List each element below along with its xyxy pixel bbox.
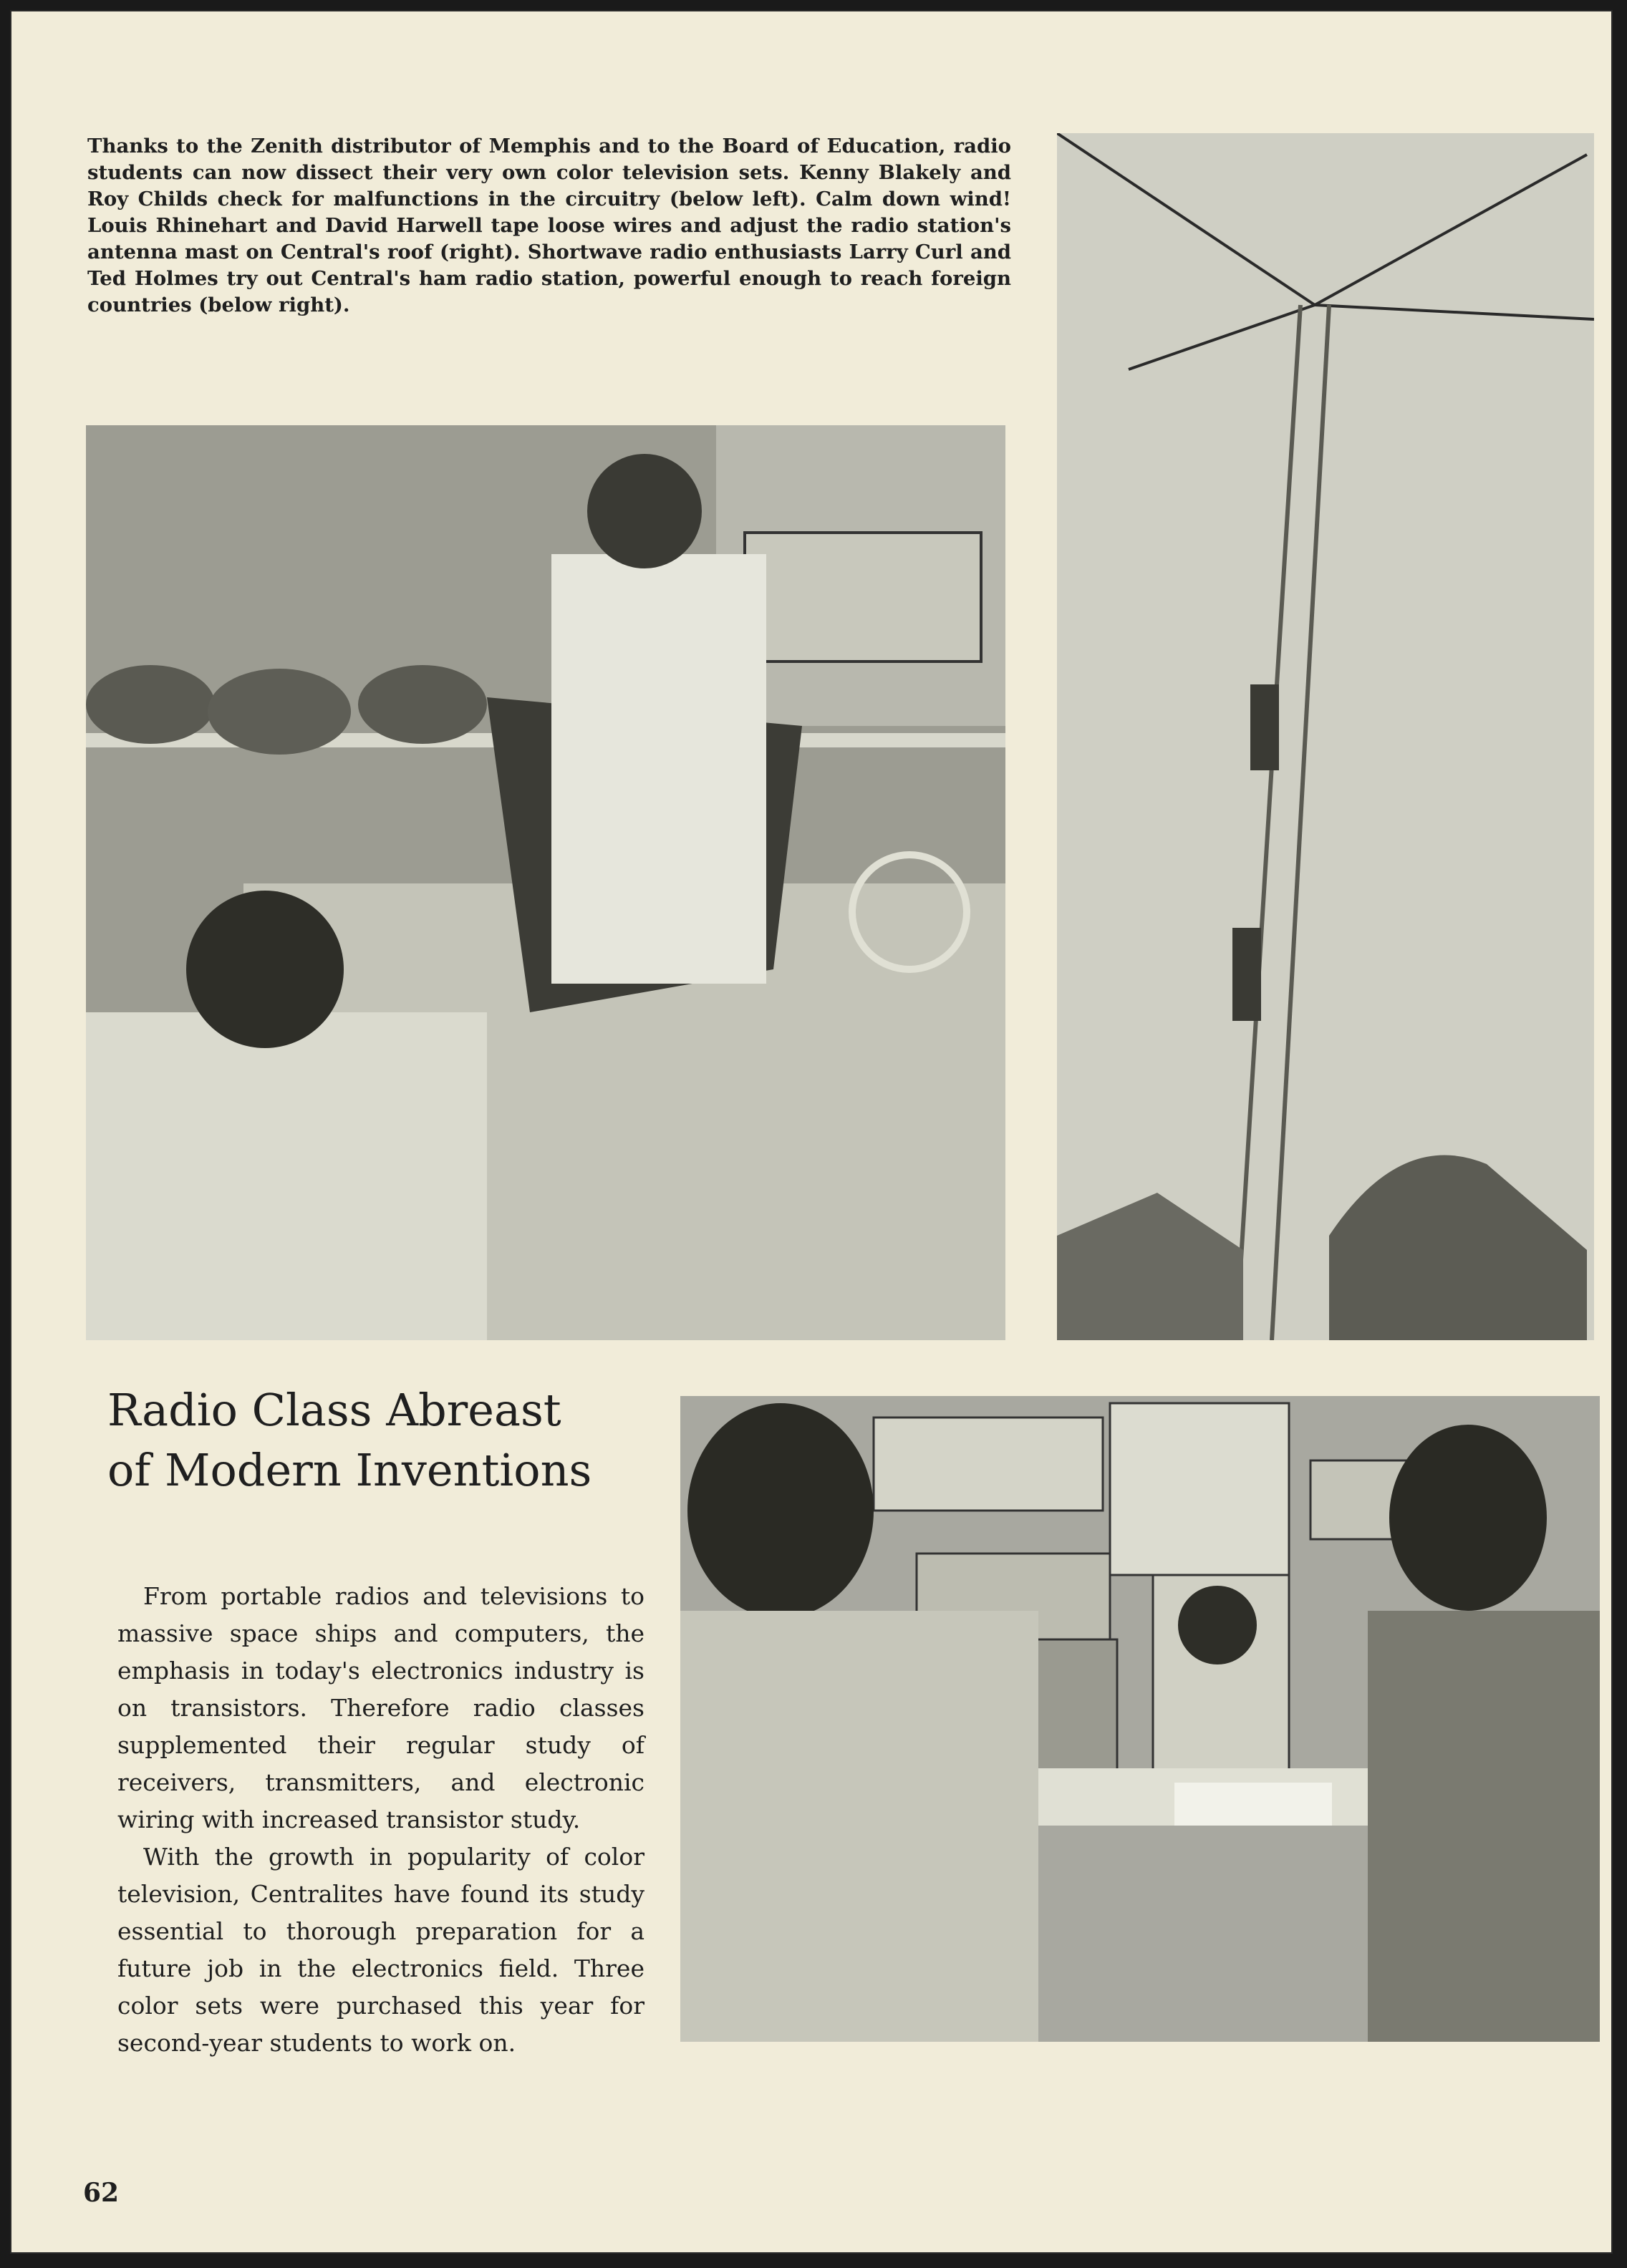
photo-tv-repair: [86, 425, 1005, 1340]
body-paragraph-2: With the growth in popularity of color television, Centralites have found its study essential to thorough preparation for a future job in the electronics field. Three color sets were purchased this year for second-year students to work on.: [117, 1843, 644, 2057]
photo-antenna-mast: [1057, 133, 1594, 1340]
page-number: 62: [83, 2178, 120, 2208]
article-title: [107, 1380, 680, 1501]
yearbook-page: [10, 10, 1613, 2254]
title-line-2: of Modern Inventions: [107, 1444, 592, 1496]
body-paragraph-1: From portable radios and televisions to massive space ships and computers, the emphasis in today's electronics industry is on transistors. Therefore radio classes supplemented their regular study of receivers, transmitters, and electronic wiring with increased transistor study.: [117, 1582, 644, 1833]
article-body: [117, 1578, 644, 2062]
photo-ham-radio-station: [680, 1396, 1600, 2042]
title-line-1: Radio Class Abreast: [107, 1384, 561, 1436]
photo-caption: Thanks to the Zenith distributor of Memphis and to the Board of Education, radio students can now dissect their very own color television sets. Kenny Blakely and Roy Childs check for malfunctions in the circuitry (below left). Calm down wind! Louis Rhinehart and David Harwell tape loose wires and adjust the radio station's antenna mast on Central's roof (right). Shortwave radio enthusiasts Larry Curl and Ted Holmes try out Central's ham radio station, powerful enough to reach foreign countries (below right).: [87, 135, 1011, 316]
